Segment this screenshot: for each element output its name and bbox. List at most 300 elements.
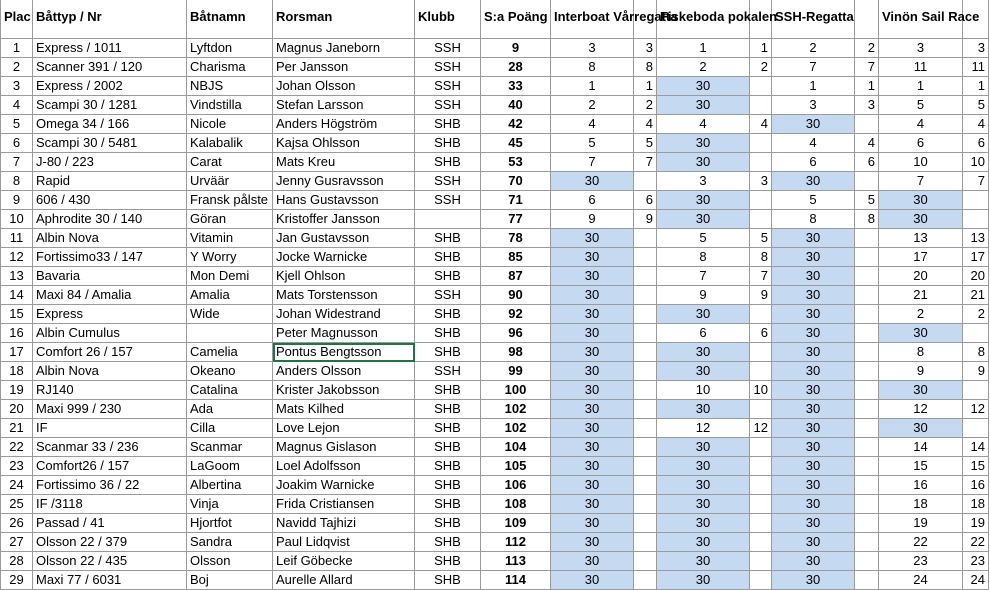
- cell-fiskeboda-score[interactable]: 30: [657, 362, 750, 381]
- cell-batnamn[interactable]: NBJS: [187, 77, 273, 96]
- cell-batnamn[interactable]: Lyftdon: [187, 39, 273, 58]
- cell-ssh-place[interactable]: [855, 172, 879, 191]
- cell-rorsman[interactable]: Jenny Gusravsson: [273, 172, 415, 191]
- cell-vinon-place[interactable]: 11: [963, 58, 989, 77]
- cell-vinon-place[interactable]: 18: [963, 495, 989, 514]
- header-ssh-regatta[interactable]: SSH-Regatta: [772, 0, 855, 39]
- cell-ssh-score[interactable]: 5: [772, 191, 855, 210]
- cell-poang[interactable]: 106: [481, 476, 551, 495]
- cell-plac[interactable]: 5: [1, 115, 33, 134]
- cell-vinon-score[interactable]: 2: [879, 305, 963, 324]
- cell-ssh-place[interactable]: [855, 438, 879, 457]
- cell-interboat-score[interactable]: 2: [551, 96, 634, 115]
- cell-poang[interactable]: 77: [481, 210, 551, 229]
- header-battyp[interactable]: Båttyp / Nr: [33, 0, 187, 39]
- cell-vinon-place[interactable]: 12: [963, 400, 989, 419]
- cell-battyp[interactable]: Aphrodite 30 / 140: [33, 210, 187, 229]
- cell-plac[interactable]: 25: [1, 495, 33, 514]
- cell-batnamn[interactable]: Hjortfot: [187, 514, 273, 533]
- cell-interboat-place[interactable]: 6: [634, 191, 657, 210]
- cell-ssh-place[interactable]: [855, 400, 879, 419]
- cell-klubb[interactable]: SSH: [415, 286, 481, 305]
- header-vinon-sail-race[interactable]: Vinön Sail Race: [879, 0, 963, 39]
- cell-battyp[interactable]: Express / 1011: [33, 39, 187, 58]
- cell-batnamn[interactable]: Ada: [187, 400, 273, 419]
- cell-fiskeboda-score[interactable]: 30: [657, 210, 750, 229]
- cell-klubb[interactable]: SHB: [415, 267, 481, 286]
- cell-plac[interactable]: 7: [1, 153, 33, 172]
- cell-ssh-score[interactable]: 30: [772, 381, 855, 400]
- cell-fiskeboda-score[interactable]: 30: [657, 571, 750, 590]
- cell-rorsman[interactable]: Paul Lidqvist: [273, 533, 415, 552]
- cell-vinon-place[interactable]: 20: [963, 267, 989, 286]
- cell-poang[interactable]: 113: [481, 552, 551, 571]
- cell-interboat-place[interactable]: [634, 343, 657, 362]
- cell-plac[interactable]: 14: [1, 286, 33, 305]
- cell-plac[interactable]: 13: [1, 267, 33, 286]
- cell-klubb[interactable]: SHB: [415, 419, 481, 438]
- cell-klubb[interactable]: SHB: [415, 457, 481, 476]
- cell-rorsman[interactable]: Kajsa Ohlsson: [273, 134, 415, 153]
- cell-rorsman[interactable]: Kristoffer Jansson: [273, 210, 415, 229]
- cell-ssh-place[interactable]: [855, 419, 879, 438]
- cell-vinon-place[interactable]: 2: [963, 305, 989, 324]
- cell-klubb[interactable]: SHB: [415, 305, 481, 324]
- cell-batnamn[interactable]: Cilla: [187, 419, 273, 438]
- cell-plac[interactable]: 10: [1, 210, 33, 229]
- cell-interboat-place[interactable]: [634, 172, 657, 191]
- cell-interboat-score[interactable]: 30: [551, 571, 634, 590]
- cell-fiskeboda-score[interactable]: 9: [657, 286, 750, 305]
- cell-plac[interactable]: 11: [1, 229, 33, 248]
- cell-ssh-place[interactable]: [855, 115, 879, 134]
- cell-rorsman[interactable]: Navidd Tajhizi: [273, 514, 415, 533]
- cell-batnamn[interactable]: LaGoom: [187, 457, 273, 476]
- cell-battyp[interactable]: Fortissimo33 / 147: [33, 248, 187, 267]
- cell-fiskeboda-score[interactable]: 30: [657, 514, 750, 533]
- cell-poang[interactable]: 71: [481, 191, 551, 210]
- cell-klubb[interactable]: SHB: [415, 514, 481, 533]
- cell-poang[interactable]: 99: [481, 362, 551, 381]
- cell-interboat-score[interactable]: 30: [551, 248, 634, 267]
- cell-fiskeboda-place[interactable]: [750, 77, 772, 96]
- cell-vinon-score[interactable]: 11: [879, 58, 963, 77]
- cell-vinon-score[interactable]: 14: [879, 438, 963, 457]
- cell-batnamn[interactable]: Albertina: [187, 476, 273, 495]
- cell-ssh-score[interactable]: 30: [772, 533, 855, 552]
- cell-interboat-score[interactable]: 30: [551, 400, 634, 419]
- cell-ssh-score[interactable]: 30: [772, 476, 855, 495]
- cell-rorsman[interactable]: Loel Adolfsson: [273, 457, 415, 476]
- cell-rorsman[interactable]: Stefan Larsson: [273, 96, 415, 115]
- cell-interboat-score[interactable]: 30: [551, 419, 634, 438]
- cell-plac[interactable]: 24: [1, 476, 33, 495]
- cell-ssh-score[interactable]: 30: [772, 267, 855, 286]
- cell-ssh-score[interactable]: 1: [772, 77, 855, 96]
- cell-rorsman[interactable]: Peter Magnusson: [273, 324, 415, 343]
- cell-battyp[interactable]: Omega 34 / 166: [33, 115, 187, 134]
- cell-batnamn[interactable]: Mon Demi: [187, 267, 273, 286]
- cell-fiskeboda-score[interactable]: 3: [657, 172, 750, 191]
- cell-fiskeboda-score[interactable]: 30: [657, 476, 750, 495]
- cell-interboat-place[interactable]: 3: [634, 39, 657, 58]
- cell-klubb[interactable]: SHB: [415, 571, 481, 590]
- cell-klubb[interactable]: SSH: [415, 191, 481, 210]
- cell-interboat-score[interactable]: 30: [551, 381, 634, 400]
- cell-fiskeboda-place[interactable]: 3: [750, 172, 772, 191]
- cell-klubb[interactable]: [415, 210, 481, 229]
- header-interboat-varregatta[interactable]: Interboat Vårregatta: [551, 0, 634, 39]
- cell-plac[interactable]: 18: [1, 362, 33, 381]
- cell-interboat-score[interactable]: 30: [551, 172, 634, 191]
- cell-rorsman[interactable]: Johan Olsson: [273, 77, 415, 96]
- cell-battyp[interactable]: IF /3118: [33, 495, 187, 514]
- cell-fiskeboda-score[interactable]: 30: [657, 495, 750, 514]
- cell-batnamn[interactable]: Okeano: [187, 362, 273, 381]
- cell-vinon-place[interactable]: 5: [963, 96, 989, 115]
- cell-poang[interactable]: 9: [481, 39, 551, 58]
- cell-vinon-score[interactable]: 5: [879, 96, 963, 115]
- cell-fiskeboda-score[interactable]: 30: [657, 191, 750, 210]
- cell-klubb[interactable]: SHB: [415, 134, 481, 153]
- cell-rorsman[interactable]: Mats Kilhed: [273, 400, 415, 419]
- cell-vinon-place[interactable]: 1: [963, 77, 989, 96]
- cell-interboat-score[interactable]: 30: [551, 457, 634, 476]
- cell-ssh-place[interactable]: [855, 343, 879, 362]
- cell-ssh-score[interactable]: 30: [772, 343, 855, 362]
- cell-plac[interactable]: 1: [1, 39, 33, 58]
- cell-poang[interactable]: 87: [481, 267, 551, 286]
- cell-battyp[interactable]: Olsson 22 / 435: [33, 552, 187, 571]
- cell-ssh-score[interactable]: 4: [772, 134, 855, 153]
- cell-poang[interactable]: 70: [481, 172, 551, 191]
- cell-batnamn[interactable]: Scanmar: [187, 438, 273, 457]
- cell-vinon-score[interactable]: 23: [879, 552, 963, 571]
- cell-battyp[interactable]: Maxi 999 / 230: [33, 400, 187, 419]
- cell-ssh-score[interactable]: 6: [772, 153, 855, 172]
- cell-vinon-score[interactable]: 30: [879, 210, 963, 229]
- cell-rorsman[interactable]: Per Jansson: [273, 58, 415, 77]
- cell-vinon-score[interactable]: 30: [879, 419, 963, 438]
- cell-fiskeboda-place[interactable]: 5: [750, 229, 772, 248]
- cell-rorsman[interactable]: Jan Gustavsson: [273, 229, 415, 248]
- cell-plac[interactable]: 4: [1, 96, 33, 115]
- cell-ssh-place[interactable]: [855, 476, 879, 495]
- cell-ssh-place[interactable]: 4: [855, 134, 879, 153]
- cell-fiskeboda-place[interactable]: [750, 210, 772, 229]
- cell-fiskeboda-place[interactable]: 1: [750, 39, 772, 58]
- cell-ssh-place[interactable]: 8: [855, 210, 879, 229]
- cell-interboat-score[interactable]: 30: [551, 514, 634, 533]
- cell-ssh-place[interactable]: 6: [855, 153, 879, 172]
- cell-poang[interactable]: 28: [481, 58, 551, 77]
- cell-interboat-score[interactable]: 6: [551, 191, 634, 210]
- cell-batnamn[interactable]: Wide: [187, 305, 273, 324]
- cell-fiskeboda-score[interactable]: 30: [657, 400, 750, 419]
- cell-poang[interactable]: 100: [481, 381, 551, 400]
- cell-battyp[interactable]: Fortissimo 36 / 22: [33, 476, 187, 495]
- cell-interboat-place[interactable]: [634, 457, 657, 476]
- cell-poang[interactable]: 78: [481, 229, 551, 248]
- cell-batnamn[interactable]: Olsson: [187, 552, 273, 571]
- cell-fiskeboda-place[interactable]: [750, 533, 772, 552]
- cell-ssh-place[interactable]: [855, 552, 879, 571]
- cell-vinon-place[interactable]: 15: [963, 457, 989, 476]
- cell-rorsman[interactable]: Love Lejon: [273, 419, 415, 438]
- cell-batnamn[interactable]: Carat: [187, 153, 273, 172]
- cell-ssh-score[interactable]: 30: [772, 362, 855, 381]
- cell-plac[interactable]: 22: [1, 438, 33, 457]
- cell-fiskeboda-score[interactable]: 7: [657, 267, 750, 286]
- cell-plac[interactable]: 3: [1, 77, 33, 96]
- cell-fiskeboda-place[interactable]: 10: [750, 381, 772, 400]
- cell-ssh-place[interactable]: [855, 533, 879, 552]
- cell-ssh-score[interactable]: 30: [772, 324, 855, 343]
- cell-battyp[interactable]: Olsson 22 / 379: [33, 533, 187, 552]
- cell-battyp[interactable]: Express: [33, 305, 187, 324]
- cell-poang[interactable]: 112: [481, 533, 551, 552]
- cell-vinon-score[interactable]: 18: [879, 495, 963, 514]
- cell-ssh-score[interactable]: 8: [772, 210, 855, 229]
- cell-fiskeboda-score[interactable]: 12: [657, 419, 750, 438]
- cell-interboat-score[interactable]: 30: [551, 229, 634, 248]
- cell-klubb[interactable]: SHB: [415, 343, 481, 362]
- cell-fiskeboda-place[interactable]: 9: [750, 286, 772, 305]
- cell-vinon-place[interactable]: 3: [963, 39, 989, 58]
- cell-interboat-score[interactable]: 30: [551, 533, 634, 552]
- cell-vinon-place[interactable]: 8: [963, 343, 989, 362]
- cell-plac[interactable]: 15: [1, 305, 33, 324]
- cell-vinon-place[interactable]: 10: [963, 153, 989, 172]
- cell-battyp[interactable]: Albin Cumulus: [33, 324, 187, 343]
- cell-fiskeboda-place[interactable]: [750, 343, 772, 362]
- cell-fiskeboda-score[interactable]: 2: [657, 58, 750, 77]
- cell-klubb[interactable]: SHB: [415, 400, 481, 419]
- cell-ssh-place[interactable]: 7: [855, 58, 879, 77]
- cell-rorsman[interactable]: Hans Gustavsson: [273, 191, 415, 210]
- cell-interboat-place[interactable]: [634, 286, 657, 305]
- cell-interboat-place[interactable]: [634, 248, 657, 267]
- cell-interboat-score[interactable]: 8: [551, 58, 634, 77]
- cell-ssh-score[interactable]: 30: [772, 495, 855, 514]
- cell-ssh-place[interactable]: [855, 514, 879, 533]
- cell-vinon-place[interactable]: 24: [963, 571, 989, 590]
- cell-fiskeboda-score[interactable]: 30: [657, 552, 750, 571]
- cell-battyp[interactable]: Maxi 84 / Amalia: [33, 286, 187, 305]
- cell-fiskeboda-place[interactable]: [750, 514, 772, 533]
- cell-rorsman[interactable]: Jocke Warnicke: [273, 248, 415, 267]
- cell-rorsman[interactable]: Joakim Warnicke: [273, 476, 415, 495]
- cell-vinon-score[interactable]: 19: [879, 514, 963, 533]
- cell-plac[interactable]: 28: [1, 552, 33, 571]
- cell-interboat-score[interactable]: 1: [551, 77, 634, 96]
- cell-ssh-score[interactable]: 30: [772, 400, 855, 419]
- cell-ssh-score[interactable]: 30: [772, 248, 855, 267]
- cell-battyp[interactable]: IF: [33, 419, 187, 438]
- cell-interboat-score[interactable]: 30: [551, 495, 634, 514]
- cell-interboat-place[interactable]: 8: [634, 58, 657, 77]
- cell-rorsman[interactable]: Aurelle Allard: [273, 571, 415, 590]
- cell-plac[interactable]: 6: [1, 134, 33, 153]
- cell-vinon-score[interactable]: 9: [879, 362, 963, 381]
- cell-fiskeboda-place[interactable]: 4: [750, 115, 772, 134]
- cell-poang[interactable]: 45: [481, 134, 551, 153]
- cell-fiskeboda-place[interactable]: 6: [750, 324, 772, 343]
- cell-ssh-score[interactable]: 30: [772, 457, 855, 476]
- cell-klubb[interactable]: SHB: [415, 495, 481, 514]
- cell-fiskeboda-score[interactable]: 1: [657, 39, 750, 58]
- cell-interboat-place[interactable]: [634, 514, 657, 533]
- cell-rorsman[interactable]: Pontus Bengtsson: [273, 343, 415, 362]
- cell-vinon-score[interactable]: 16: [879, 476, 963, 495]
- cell-interboat-place[interactable]: 2: [634, 96, 657, 115]
- cell-poang[interactable]: 96: [481, 324, 551, 343]
- cell-vinon-score[interactable]: 4: [879, 115, 963, 134]
- cell-interboat-place[interactable]: [634, 571, 657, 590]
- cell-batnamn[interactable]: Urväär: [187, 172, 273, 191]
- cell-batnamn[interactable]: Nicole: [187, 115, 273, 134]
- cell-vinon-score[interactable]: 30: [879, 324, 963, 343]
- cell-rorsman[interactable]: Magnus Gislason: [273, 438, 415, 457]
- cell-vinon-score[interactable]: 8: [879, 343, 963, 362]
- cell-vinon-place[interactable]: 23: [963, 552, 989, 571]
- cell-vinon-score[interactable]: 6: [879, 134, 963, 153]
- cell-plac[interactable]: 16: [1, 324, 33, 343]
- cell-ssh-place[interactable]: [855, 381, 879, 400]
- cell-klubb[interactable]: SHB: [415, 248, 481, 267]
- cell-interboat-score[interactable]: 30: [551, 324, 634, 343]
- cell-klubb[interactable]: SHB: [415, 229, 481, 248]
- cell-batnamn[interactable]: Vitamin: [187, 229, 273, 248]
- cell-vinon-place[interactable]: [963, 419, 989, 438]
- cell-interboat-place[interactable]: [634, 267, 657, 286]
- cell-poang[interactable]: 108: [481, 495, 551, 514]
- cell-fiskeboda-place[interactable]: 12: [750, 419, 772, 438]
- cell-interboat-place[interactable]: [634, 324, 657, 343]
- cell-ssh-place[interactable]: [855, 571, 879, 590]
- cell-battyp[interactable]: Comfort26 / 157: [33, 457, 187, 476]
- cell-batnamn[interactable]: Boj: [187, 571, 273, 590]
- cell-ssh-score[interactable]: 30: [772, 514, 855, 533]
- header-plac[interactable]: Plac: [1, 0, 33, 39]
- cell-plac[interactable]: 19: [1, 381, 33, 400]
- cell-fiskeboda-score[interactable]: 5: [657, 229, 750, 248]
- cell-interboat-place[interactable]: 1: [634, 77, 657, 96]
- cell-plac[interactable]: 17: [1, 343, 33, 362]
- cell-fiskeboda-score[interactable]: 30: [657, 153, 750, 172]
- cell-interboat-score[interactable]: 30: [551, 267, 634, 286]
- cell-vinon-place[interactable]: 22: [963, 533, 989, 552]
- cell-interboat-place[interactable]: 5: [634, 134, 657, 153]
- cell-klubb[interactable]: SHB: [415, 533, 481, 552]
- cell-vinon-place[interactable]: 13: [963, 229, 989, 248]
- cell-ssh-place[interactable]: [855, 267, 879, 286]
- cell-vinon-place[interactable]: 4: [963, 115, 989, 134]
- cell-interboat-score[interactable]: 9: [551, 210, 634, 229]
- cell-ssh-place[interactable]: [855, 229, 879, 248]
- header-klubb[interactable]: Klubb: [415, 0, 481, 39]
- cell-poang[interactable]: 40: [481, 96, 551, 115]
- cell-battyp[interactable]: Scanner 391 / 120: [33, 58, 187, 77]
- cell-klubb[interactable]: SHB: [415, 381, 481, 400]
- cell-battyp[interactable]: Maxi 77 / 6031: [33, 571, 187, 590]
- cell-plac[interactable]: 21: [1, 419, 33, 438]
- cell-ssh-place[interactable]: 3: [855, 96, 879, 115]
- header-rorsman[interactable]: Rorsman: [273, 0, 415, 39]
- cell-interboat-place[interactable]: [634, 552, 657, 571]
- cell-plac[interactable]: 20: [1, 400, 33, 419]
- cell-plac[interactable]: 23: [1, 457, 33, 476]
- cell-vinon-place[interactable]: 14: [963, 438, 989, 457]
- cell-interboat-score[interactable]: 30: [551, 438, 634, 457]
- cell-fiskeboda-place[interactable]: [750, 305, 772, 324]
- cell-fiskeboda-place[interactable]: [750, 153, 772, 172]
- cell-batnamn[interactable]: Vinja: [187, 495, 273, 514]
- cell-ssh-score[interactable]: 30: [772, 571, 855, 590]
- cell-ssh-place[interactable]: 1: [855, 77, 879, 96]
- cell-ssh-score[interactable]: 30: [772, 286, 855, 305]
- cell-klubb[interactable]: SHB: [415, 324, 481, 343]
- cell-fiskeboda-place[interactable]: [750, 495, 772, 514]
- cell-klubb[interactable]: SSH: [415, 362, 481, 381]
- cell-vinon-score[interactable]: 7: [879, 172, 963, 191]
- cell-klubb[interactable]: SSH: [415, 39, 481, 58]
- cell-rorsman[interactable]: Magnus Janeborn: [273, 39, 415, 58]
- cell-fiskeboda-place[interactable]: 8: [750, 248, 772, 267]
- cell-ssh-score[interactable]: 30: [772, 552, 855, 571]
- cell-rorsman[interactable]: Mats Torstensson: [273, 286, 415, 305]
- cell-vinon-place[interactable]: [963, 210, 989, 229]
- cell-vinon-place[interactable]: 6: [963, 134, 989, 153]
- cell-interboat-place[interactable]: 4: [634, 115, 657, 134]
- cell-fiskeboda-place[interactable]: [750, 96, 772, 115]
- cell-poang[interactable]: 114: [481, 571, 551, 590]
- cell-fiskeboda-score[interactable]: 30: [657, 438, 750, 457]
- cell-vinon-score[interactable]: 20: [879, 267, 963, 286]
- cell-fiskeboda-place[interactable]: [750, 571, 772, 590]
- cell-poang[interactable]: 109: [481, 514, 551, 533]
- cell-interboat-score[interactable]: 7: [551, 153, 634, 172]
- cell-fiskeboda-place[interactable]: [750, 362, 772, 381]
- cell-klubb[interactable]: SSH: [415, 58, 481, 77]
- cell-fiskeboda-place[interactable]: [750, 476, 772, 495]
- cell-interboat-place[interactable]: [634, 438, 657, 457]
- cell-vinon-place[interactable]: 9: [963, 362, 989, 381]
- cell-batnamn[interactable]: Amalia: [187, 286, 273, 305]
- cell-poang[interactable]: 102: [481, 419, 551, 438]
- cell-ssh-score[interactable]: 30: [772, 229, 855, 248]
- cell-ssh-place[interactable]: [855, 248, 879, 267]
- cell-interboat-score[interactable]: 5: [551, 134, 634, 153]
- cell-fiskeboda-score[interactable]: 30: [657, 343, 750, 362]
- cell-interboat-score[interactable]: 30: [551, 476, 634, 495]
- cell-fiskeboda-score[interactable]: 6: [657, 324, 750, 343]
- cell-poang[interactable]: 33: [481, 77, 551, 96]
- cell-rorsman[interactable]: Anders Högström: [273, 115, 415, 134]
- cell-battyp[interactable]: 606 / 430: [33, 191, 187, 210]
- cell-batnamn[interactable]: Camelia: [187, 343, 273, 362]
- cell-battyp[interactable]: RJ140: [33, 381, 187, 400]
- cell-ssh-score[interactable]: 30: [772, 419, 855, 438]
- cell-vinon-place[interactable]: 16: [963, 476, 989, 495]
- cell-batnamn[interactable]: Vindstilla: [187, 96, 273, 115]
- cell-vinon-place[interactable]: 17: [963, 248, 989, 267]
- cell-battyp[interactable]: Express / 2002: [33, 77, 187, 96]
- cell-interboat-score[interactable]: 30: [551, 552, 634, 571]
- cell-battyp[interactable]: Passad / 41: [33, 514, 187, 533]
- cell-ssh-place[interactable]: 2: [855, 39, 879, 58]
- cell-vinon-score[interactable]: 30: [879, 381, 963, 400]
